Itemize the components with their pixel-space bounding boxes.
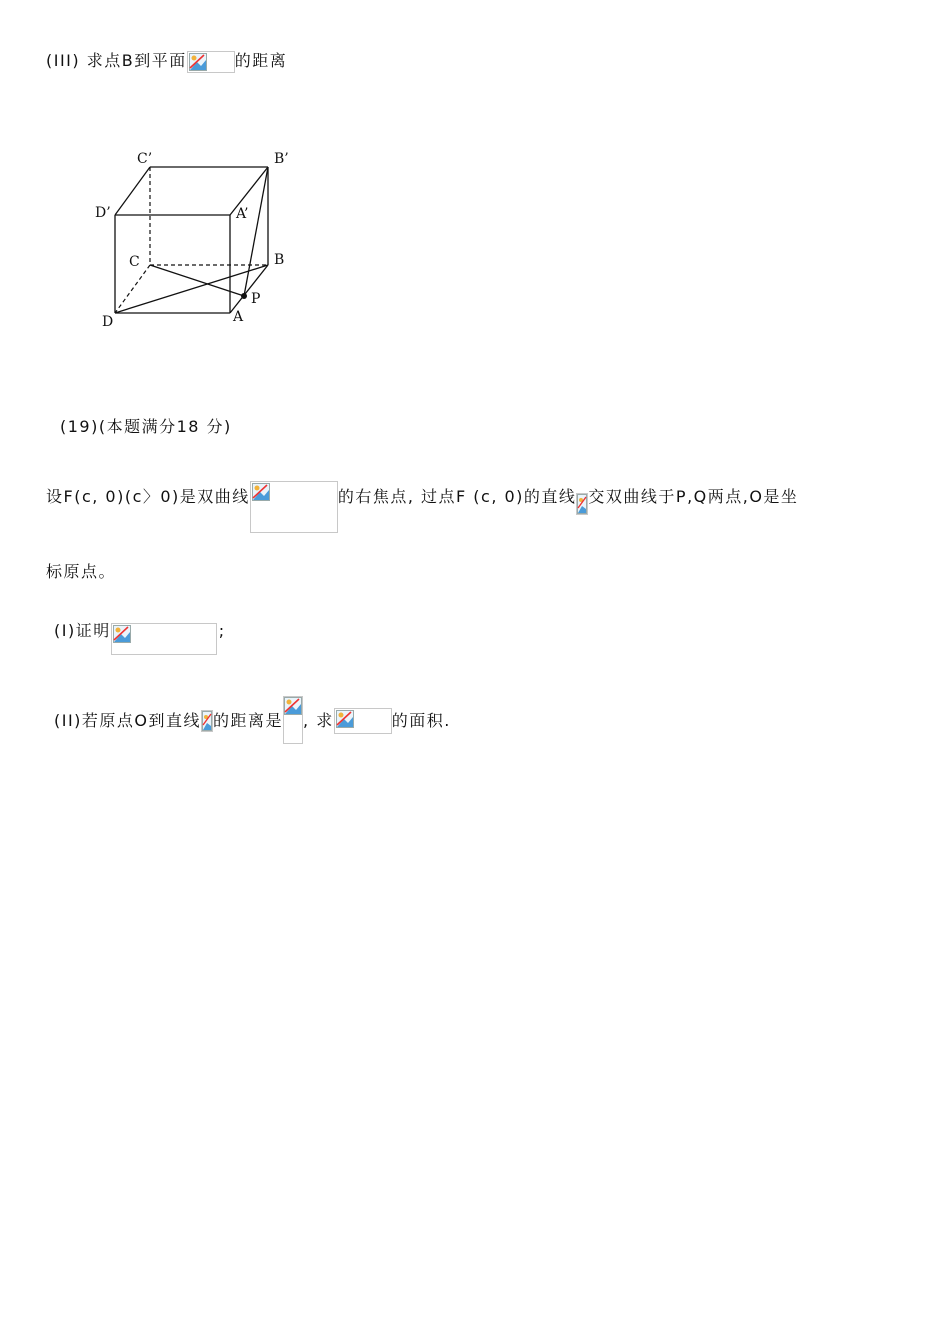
broken-image-icon: [113, 625, 131, 643]
q19-part2-c: , 求: [303, 711, 334, 730]
label-a: A: [233, 309, 244, 325]
broken-image-icon: [336, 710, 354, 728]
q18-part3-line: [46, 51, 287, 73]
q19-part1: [54, 621, 226, 655]
broken-image-icon: [189, 53, 207, 71]
broken-image-icon: [252, 483, 270, 501]
q19-line1: [46, 487, 798, 533]
q19-line1-c: 交双曲线于P,Q两点,O是坐: [588, 487, 799, 506]
label-c-prime: C’: [137, 151, 153, 167]
label-d-prime: D’: [95, 205, 111, 221]
broken-image-icon: [202, 711, 212, 731]
plane-formula-image: [187, 51, 235, 73]
distance-formula-image: [283, 696, 303, 744]
label-b-prime: B’: [274, 151, 289, 167]
cube-figure: [90, 145, 310, 335]
q18-part3-suffix: 的距离: [234, 51, 288, 70]
q19-line1-a: 设F(c, 0)(c〉0)是双曲线: [46, 487, 250, 506]
q19-line2: 标原点。: [46, 562, 117, 581]
q19-part2-a: (II)若原点O到直线: [54, 711, 202, 730]
proof-formula-image: [111, 623, 217, 655]
q19-part1-suffix: ;: [218, 621, 226, 640]
q18-part3-prefix: (III) 求点B到平面: [46, 51, 187, 70]
broken-image-icon: [284, 697, 302, 715]
line-l-image: [576, 493, 588, 515]
line-l-image-2: [201, 710, 213, 732]
label-a-prime: A’: [236, 206, 249, 222]
triangle-formula-image: [334, 708, 392, 734]
q19-part2-b: 的距离是: [213, 711, 284, 730]
q19-part2: [54, 711, 451, 744]
label-c: C: [129, 254, 140, 270]
point-p-marker: [241, 293, 247, 299]
q19-header: (19)(本题满分18 分): [60, 417, 232, 436]
broken-image-icon: [577, 494, 587, 514]
hyperbola-formula-image: [250, 481, 338, 533]
label-d: D: [102, 314, 114, 330]
label-p: P: [251, 291, 261, 307]
label-b: B: [274, 252, 285, 268]
q19-part2-d: 的面积.: [391, 711, 451, 730]
q19-line1-b: 的右焦点, 过点F (c, 0)的直线: [337, 487, 577, 506]
q19-part1-prefix: (I)证明: [54, 621, 111, 640]
